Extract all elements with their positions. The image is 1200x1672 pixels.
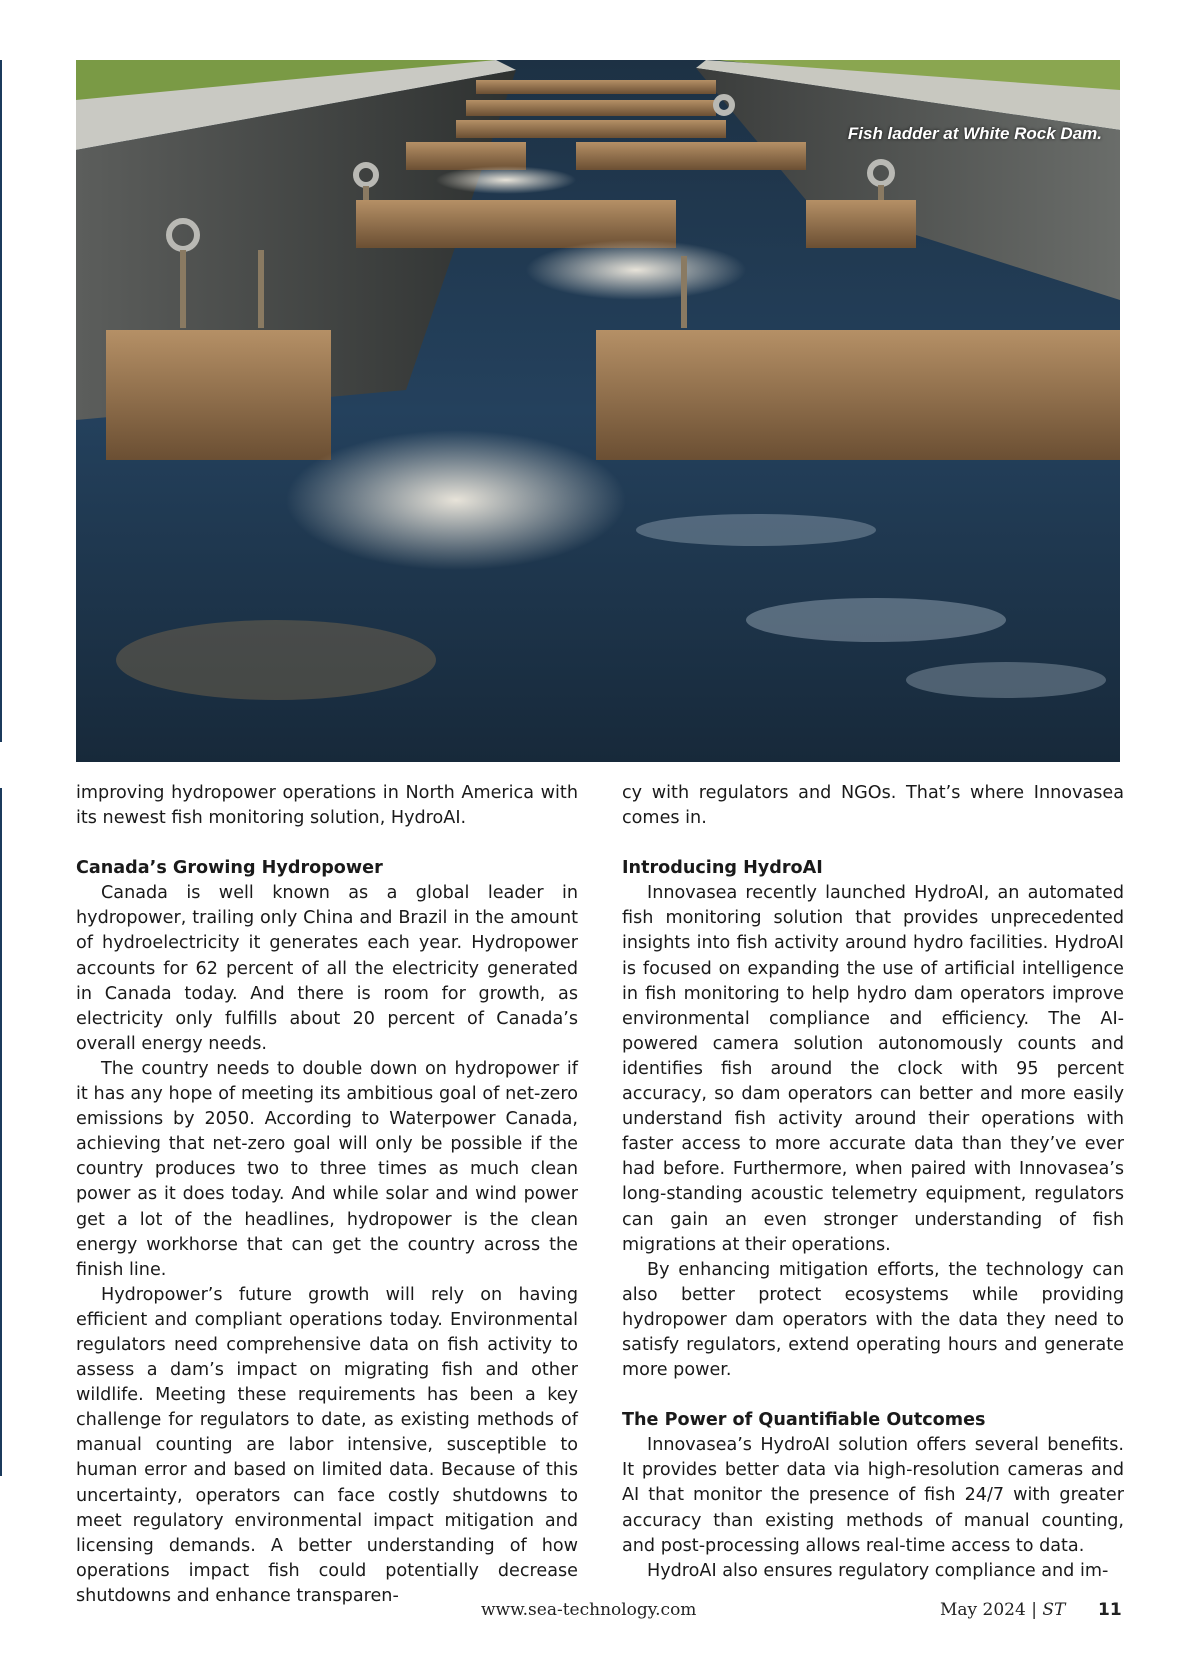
left-edge-marker-top bbox=[0, 60, 2, 742]
section-heading-introducing-hydroai: Introducing HydroAI bbox=[622, 858, 823, 879]
body-paragraph: By enhancing mitigation efforts, the technology can also better protect ecosystems while providing hydropower dam operators with the data they need to satisfy regulators, extend operating hours and generate more power. bbox=[622, 1259, 1124, 1381]
body-paragraph: HydroAI also ensures regulatory compliance and im- bbox=[647, 1560, 1109, 1581]
right-text-column bbox=[622, 781, 1124, 1584]
footer-url[interactable]: www.sea-technology.com bbox=[481, 1600, 697, 1620]
page-footer bbox=[0, 1600, 1200, 1626]
left-text-column bbox=[76, 781, 578, 1609]
fish-ladder-photo bbox=[76, 60, 1120, 762]
body-paragraph: Canada is well known as a global leader in hydropower, trailing only China and Brazil in the amount of hydroelectricity it generates each year. Hydropower accounts for 62 percent of all the electricity generated in Canada today. And there is room for growth, as electricity only fulfills about 20 percent of Canada’s overall energy needs. bbox=[76, 883, 578, 1054]
body-paragraph: Hydropower’s future growth will rely on having efficient and compliant operations today. Environmental regulators need comprehensive data on fish activity to assess a dam’s impact on migrating fish and other wildlife. Meeting these requirements has been a key challenge for regulators to date, as existing methods of manual counting are labor intensive, susceptible to human error and based on limited data. Because of this uncertainty, operators can face costly shutdowns to meet regulatory environmental impact mitigation and licensing demands. A better understanding of how operations impact fish could potentially decrease shutdowns and enhance transparen- bbox=[76, 1284, 578, 1606]
footer-magazine-abbr: ST bbox=[1042, 1600, 1066, 1620]
lead-paragraph: improving hydropower operations in North America with its newest fish monitoring solution, HydroAI. bbox=[76, 783, 578, 829]
footer-issue bbox=[940, 1600, 1065, 1620]
footer-issue-date: May 2024 bbox=[940, 1600, 1026, 1620]
body-paragraph: Innovasea recently launched HydroAI, an automated fish monitoring solution that provides unprecedented insights into fish activity around hydro facilities. HydroAI is focused on expanding the use of artificial intelligence in fish monitoring to help hydro dam operators improve environmental compliance and efficiency. The AI-powered camera solution autonomously counts and identifies fish around the clock with 95 percent accuracy, so dam operators can better and more easily understand fish activity around their operations with faster access to more accurate data than they’ve ever had before. Furthermore, when paired with Innovasea’s long-standing acoustic telemetry equipment, regulators can gain an even stronger understanding of fish migrations at their operations. bbox=[622, 883, 1124, 1255]
footer-separator: | bbox=[1031, 1600, 1037, 1620]
page-number: 11 bbox=[1098, 1600, 1122, 1620]
body-paragraph: The country needs to double down on hydropower if it has any hope of meeting its ambitious goal of net-zero emissions by 2050. According to Waterpower Canada, achieving that net-zero goal will only be possible if the country produces two to three times as much clean power as it does today. And while solar and wind power get a lot of the headlines, hydropower is the clean energy workhorse that can get the country across the finish line. bbox=[76, 1058, 578, 1280]
section-heading-canada-hydropower: Canada’s Growing Hydropower bbox=[76, 858, 383, 879]
body-paragraph: Innovasea’s HydroAI solution offers several benefits. It provides better data via high-resolution cameras and AI that monitor the presence of fish 24/7 with greater accuracy than existing methods of manual counting, and post-processing allows real-time access to data. bbox=[622, 1435, 1124, 1556]
section-heading-quantifiable-outcomes: The Power of Quantifiable Outcomes bbox=[622, 1410, 986, 1431]
continuation-paragraph: cy with regulators and NGOs. That’s where Innovasea comes in. bbox=[622, 783, 1124, 829]
fish-ladder-illustration bbox=[76, 60, 1120, 762]
left-edge-marker-bottom bbox=[0, 788, 2, 1476]
photo-caption: Fish ladder at White Rock Dam. bbox=[847, 124, 1102, 143]
